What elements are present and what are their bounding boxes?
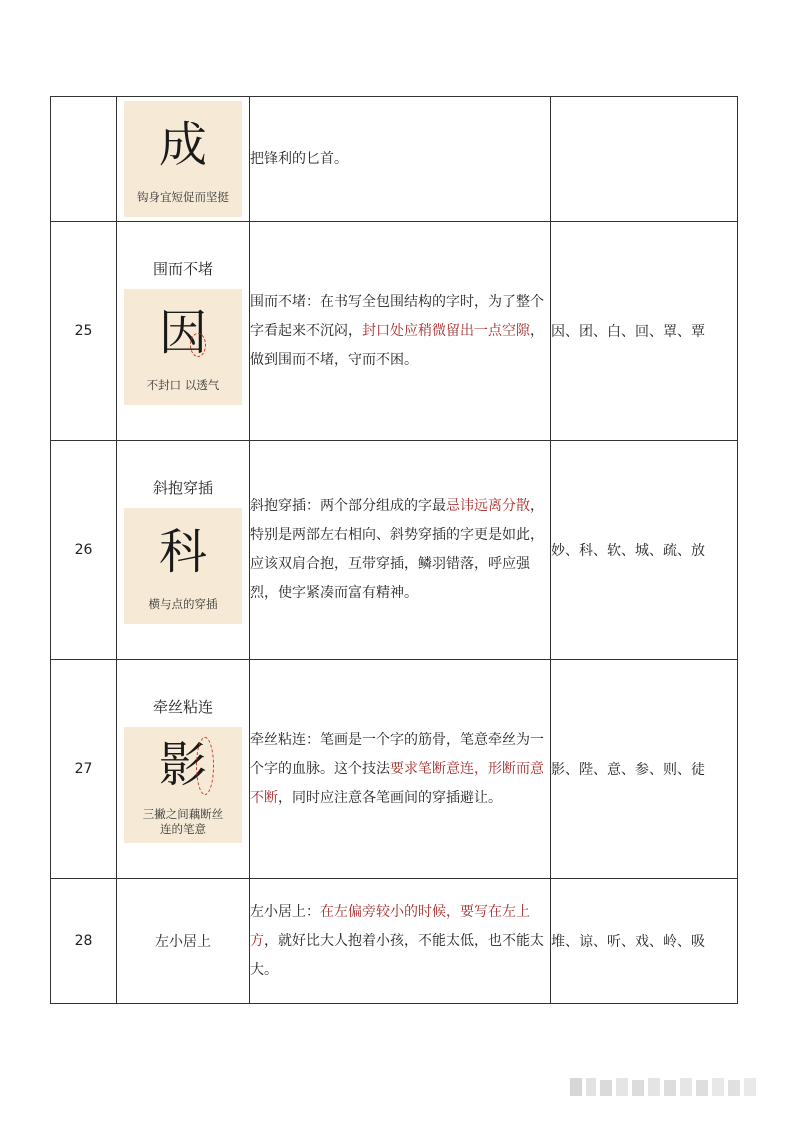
technique-cell xyxy=(117,222,250,441)
examples-cell xyxy=(551,97,738,222)
description-text: ，同时应注意各笔画间的穿插避让。 xyxy=(278,789,502,806)
description-emphasis: 在左偏旁较小的时候，要写在左上方 xyxy=(250,903,530,949)
description-text: 牵丝粘连：笔画是一个字的筋骨，笔意牵丝为一个字的血脉。这个技法 xyxy=(250,731,544,777)
description-cell xyxy=(250,222,551,441)
calligraphy-glyph: 科 xyxy=(158,523,207,580)
description-emphasis: 封口处应稍微留出一点空隙 xyxy=(362,322,530,339)
table-row xyxy=(51,97,738,222)
row-number: 27 xyxy=(51,660,117,879)
description-text: 斜抱穿插：两个部分组成的字最 xyxy=(250,498,446,514)
description-emphasis: 忌讳远离分散 xyxy=(446,498,530,514)
technique-cell xyxy=(117,97,250,222)
caption-line: 连的笔意 xyxy=(160,821,206,836)
calligraphy-caption: 不封口 以透气 xyxy=(146,377,220,392)
table-row xyxy=(51,879,738,1004)
calligraphy-caption: 钩身宜短促而坚挺 xyxy=(137,190,229,204)
calligraphy-image-yin xyxy=(124,289,242,405)
row-number: 26 xyxy=(51,441,117,660)
dashed-circle-mark xyxy=(190,333,206,357)
calligraphy-caption xyxy=(124,807,242,837)
description-text: ，就好比大人抱着小孩，不能太低，也不能太大。 xyxy=(250,932,544,978)
description-text: 左小居上： xyxy=(250,903,320,920)
calligraphy-glyph: 成 xyxy=(158,117,207,173)
technique-name: 斜抱穿插 xyxy=(152,478,213,497)
technique-cell xyxy=(117,441,250,660)
table-row xyxy=(51,660,738,879)
dashed-circle-mark xyxy=(196,737,214,795)
description-emphasis: 要求笔断意连，形断而意不断 xyxy=(250,760,544,806)
table-row xyxy=(51,222,738,441)
description-cell: 把锋利的匕首。 xyxy=(250,97,551,222)
row-number xyxy=(51,97,117,222)
examples-cell: 妙、科、软、城、疏、放 xyxy=(551,441,738,660)
table-row xyxy=(51,441,738,660)
examples-cell: 影、陛、意、参、则、徒 xyxy=(551,660,738,879)
technique-name: 牵丝粘连 xyxy=(152,697,213,716)
description-text: ，特别是两部左右相向、斜势穿插的字更是如此，应该双肩合抱，互带穿插，鳞羽错落，呼应强烈，使字紧凑而富有精神。 xyxy=(250,498,544,601)
technique-cell xyxy=(117,660,250,879)
calligraphy-image-ke xyxy=(124,508,242,624)
row-number: 28 xyxy=(51,879,117,1004)
calligraphy-image-ying xyxy=(124,727,242,843)
calligraphy-technique-table xyxy=(50,96,738,1004)
technique-name: 左小居上 xyxy=(117,879,250,1004)
calligraphy-glyph: 影 xyxy=(158,736,207,793)
calligraphy-image-cheng xyxy=(124,101,242,217)
description-cell xyxy=(250,879,551,1004)
row-number: 25 xyxy=(51,222,117,441)
caption-line: 三撇之间藕断丝 xyxy=(142,806,224,821)
description-cell xyxy=(250,441,551,660)
calligraphy-caption: 横与点的穿插 xyxy=(148,596,218,611)
description-cell xyxy=(250,660,551,879)
examples-cell: 堆、谅、听、戏、岭、吸 xyxy=(551,879,738,1004)
technique-name: 围而不堵 xyxy=(152,259,213,278)
description-text: ，做到围而不堵，守而不困。 xyxy=(250,322,544,368)
calligraphy-glyph: 因 xyxy=(158,304,207,361)
faded-watermark-logo xyxy=(568,1074,768,1102)
description-text: 围而不堵：在书写全包围结构的字时，为了整个字看起来不沉闷， xyxy=(250,293,544,339)
examples-cell: 因、团、白、回、罩、覃 xyxy=(551,222,738,441)
